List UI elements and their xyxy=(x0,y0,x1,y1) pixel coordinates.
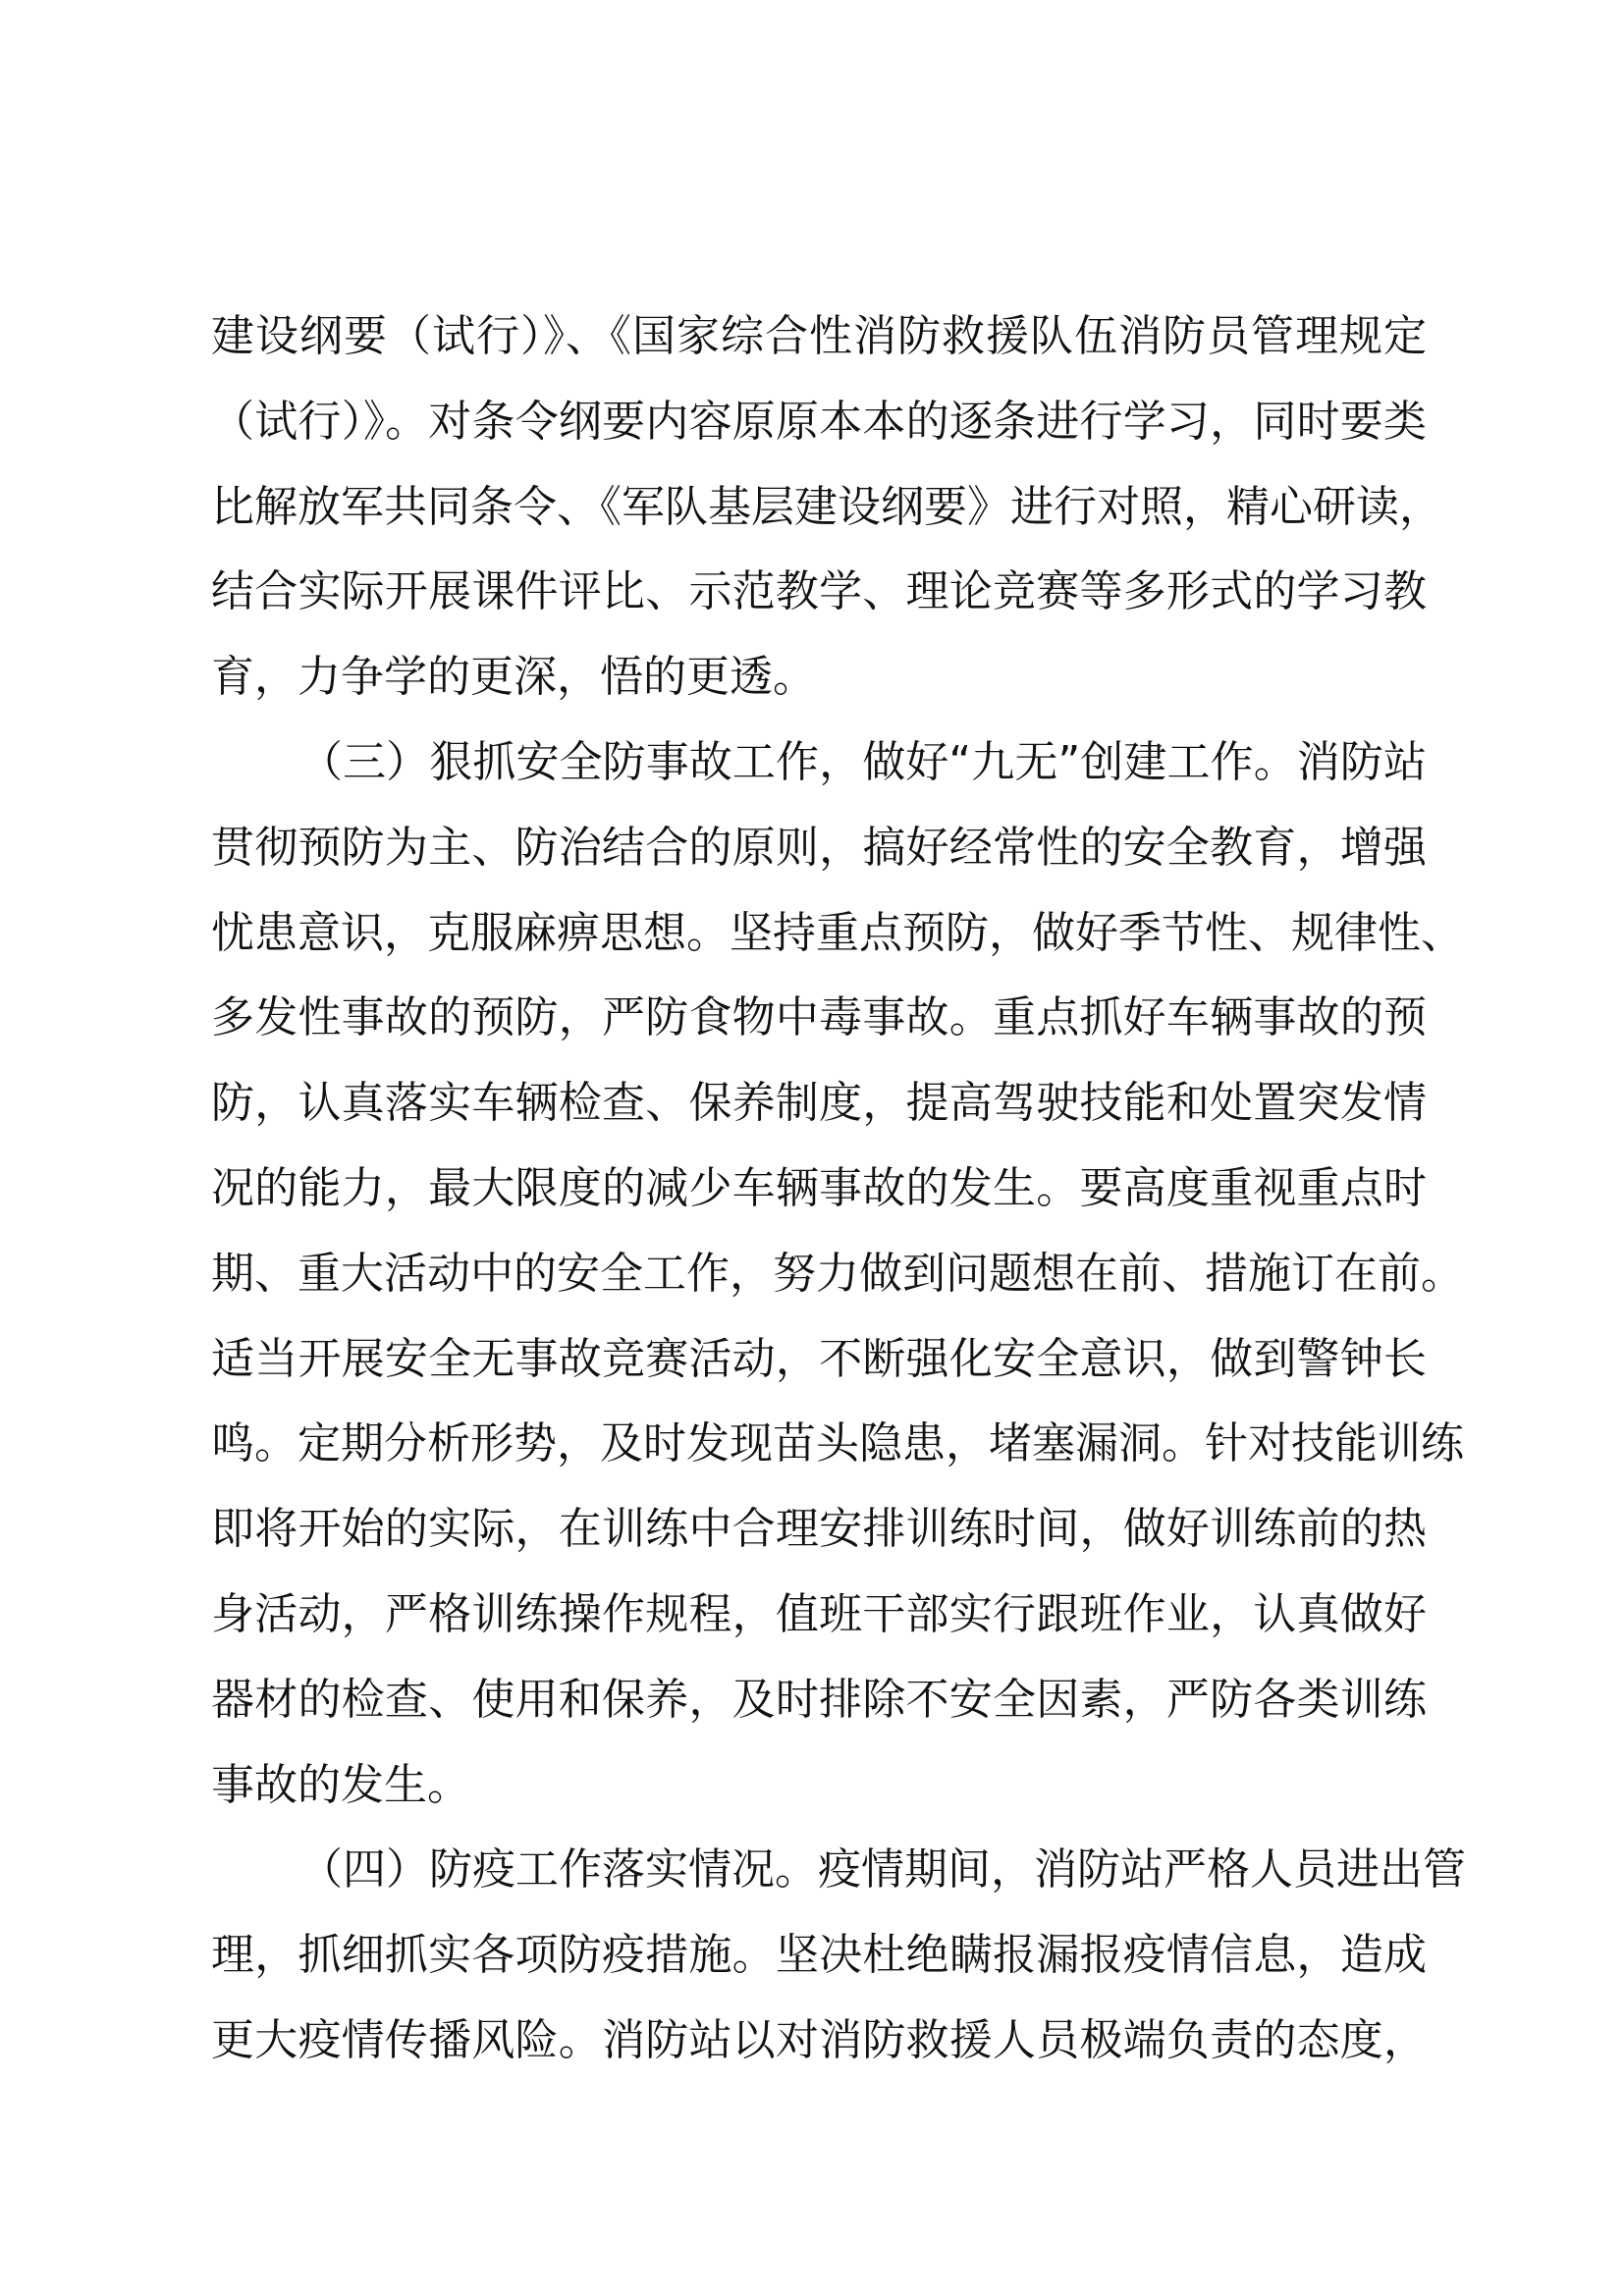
document-body xyxy=(211,294,1466,2084)
text-line: 防，认真落实车辆检查、保养制度，提高驾驶技能和处置突发情 xyxy=(211,1078,1427,1129)
text-line: 贯彻预防为主、防治结合的原则，搞好经常性的安全教育，增强 xyxy=(211,822,1427,873)
text-line: 更大疫情传播风险。消防站以对消防救援人员极端负责的态度， xyxy=(211,2014,1427,2065)
section-heading-line: （四）防疫工作落实情况。疫情期间，消防站严格人员进出管 xyxy=(299,1844,1466,1896)
text-line: 期、重大活动中的安全工作，努力做到问题想在前、措施订在前。 xyxy=(211,1248,1464,1299)
text-line: 事故的发生。 xyxy=(211,1759,470,1810)
text-line: 身活动，严格训练操作规程，值班干部实行跟班作业，认真做好 xyxy=(211,1588,1427,1639)
section-heading-line: （三）狠抓安全防事故工作，做好“九无”创建工作。消防站 xyxy=(299,736,1427,787)
text-line: 即将开始的实际，在训练中合理安排训练时间，做好训练前的热 xyxy=(211,1504,1427,1555)
text-line: 况的能力，最大限度的减少车辆事故的发生。要高度重视重点时 xyxy=(211,1162,1427,1213)
text-line: 忧患意识，克服麻痹思想。坚持重点预防，做好季节性、规律性、 xyxy=(211,907,1464,958)
text-line: 比解放军共同条令、《军队基层建设纲要》进行对照，精心研读， xyxy=(211,481,1442,532)
paragraph xyxy=(211,294,1442,721)
text-line: （试行）》。对条令纲要内容原原本本的逐条进行学习，同时要类 xyxy=(211,396,1427,447)
text-line: 适当开展安全无事故竞赛活动，不断强化安全意识，做到警钟长 xyxy=(211,1333,1427,1384)
text-line: 器材的检查、使用和保养，及时排除不安全因素，严防各类训练 xyxy=(211,1674,1427,1725)
paragraph-section-4 xyxy=(211,1828,1466,2083)
text-line: 建设纲要（试行）》、《国家综合性消防救援队伍消防员管理规定 xyxy=(211,311,1427,361)
text-line: 理，抓细抓实各项防疫措施。坚决杜绝瞒报漏报疫情信息，造成 xyxy=(211,1930,1427,1981)
paragraph-section-3 xyxy=(211,721,1464,1828)
text-line: 育，力争学的更深，悟的更透。 xyxy=(211,652,816,703)
text-line: 多发性事故的预防，严防食物中毒事故。重点抓好车辆事故的预 xyxy=(211,992,1427,1043)
text-line: 结合实际开展课件评比、示范教学、理论竞赛等多形式的学习教 xyxy=(211,566,1427,617)
text-line: 鸣。定期分析形势，及时发现苗头隐患，堵塞漏洞。针对技能训练 xyxy=(211,1418,1464,1469)
